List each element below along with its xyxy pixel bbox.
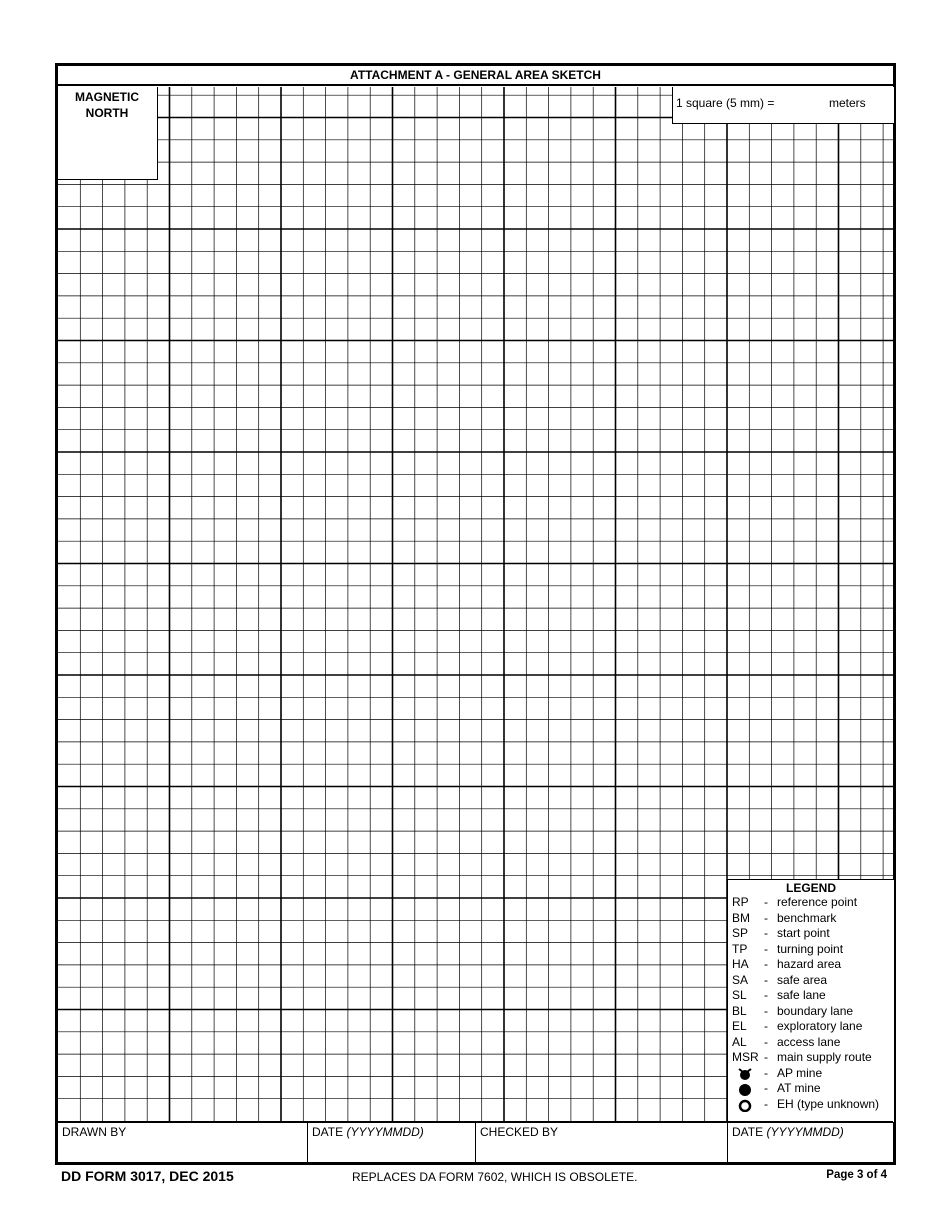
legend-dash: - [764,1096,768,1111]
legend-desc: safe lane [777,988,826,1002]
legend [729,881,893,1112]
checked-by-field[interactable] [475,1123,727,1162]
page-number: Page 3 of 4 [826,1169,887,1181]
scale-units: meters [829,96,866,110]
magnetic-north-line-1: MAGNETIC [75,90,139,104]
legend-dash: - [764,895,768,909]
legend-row-al [729,1035,893,1051]
legend-dash: - [764,1019,768,1033]
legend-dash: - [764,1003,768,1018]
drawn-date-format: (YYYYMMDD) [346,1125,424,1139]
replaces-note: REPLACES DA FORM 7602, WHICH IS OBSOLETE. [352,1170,638,1184]
legend-row-ap-mine [729,1066,893,1082]
legend-desc: AT mine [777,1081,821,1095]
legend-abbr: AL [732,1034,747,1049]
drawn-by-label: DRAWN BY [62,1125,127,1139]
legend-desc: safe area [777,972,828,987]
legend-row-bm [729,911,893,927]
legend-desc: AP mine [777,1065,823,1080]
legend-dash: - [764,957,768,971]
checked-date-format: (YYYYMMDD) [766,1125,844,1139]
checked-by-label: CHECKED BY [480,1125,559,1139]
checked-date-field[interactable] [727,1123,893,1162]
legend-desc: exploratory lane [777,1019,863,1033]
legend-title: LEGEND [785,881,836,895]
legend-dash: - [764,941,768,956]
legend-desc: hazard area [777,957,842,971]
legend-row-ha [729,957,893,973]
legend-row-el [729,1019,893,1035]
legend-row-rp [729,895,893,911]
drawn-by-field[interactable] [58,1123,307,1162]
legend-row-at-mine [729,1081,893,1097]
legend-row-tp [729,942,893,958]
legend-dash: - [764,972,768,987]
signature-row [58,1121,893,1162]
legend-desc: boundary lane [777,1003,854,1018]
legend-abbr: RP [732,895,749,909]
legend-abbr: SP [732,926,749,940]
legend-dash: - [764,926,768,940]
legend-desc: access lane [777,1034,841,1049]
legend-abbr: SA [732,972,749,987]
drawn-date-field[interactable] [307,1123,475,1162]
legend-dash: - [764,910,768,925]
legend-abbr: BM [732,910,750,925]
legend-dash: - [764,1034,768,1049]
legend-dash: - [764,1081,768,1095]
legend-desc: EH (type unknown) [777,1096,880,1111]
scale-label: 1 square (5 mm) = [676,96,775,110]
legend-abbr: MSR [732,1050,759,1064]
eh-unknown-icon [736,1098,756,1116]
legend-abbr: TP [732,941,748,956]
legend-dash: - [764,1050,768,1064]
checked-date-label: DATE [732,1125,764,1139]
legend-row-eh-unknown [729,1097,893,1113]
drawn-date-label: DATE [312,1125,344,1139]
legend-desc: benchmark [777,910,837,925]
magnetic-north-line-2: NORTH [85,106,129,120]
legend-abbr: HA [732,957,749,971]
form-id: DD FORM 3017, DEC 2015 [61,1168,234,1184]
legend-row-msr [729,1050,893,1066]
legend-row-bl [729,1004,893,1020]
legend-abbr: SL [732,988,747,1002]
page-title: ATTACHMENT A - GENERAL AREA SKETCH [58,66,893,86]
legend-desc: main supply route [777,1050,872,1064]
legend-abbr: BL [732,1003,747,1018]
legend-dash: - [764,1065,768,1080]
legend-desc: reference point [777,895,858,909]
legend-row-sp [729,926,893,942]
magnetic-north-label [58,89,156,121]
legend-dash: - [764,988,768,1002]
legend-row-sl [729,988,893,1004]
legend-abbr: EL [732,1019,747,1033]
legend-desc: turning point [777,941,844,956]
legend-desc: start point [777,926,830,940]
legend-row-sa [729,973,893,989]
